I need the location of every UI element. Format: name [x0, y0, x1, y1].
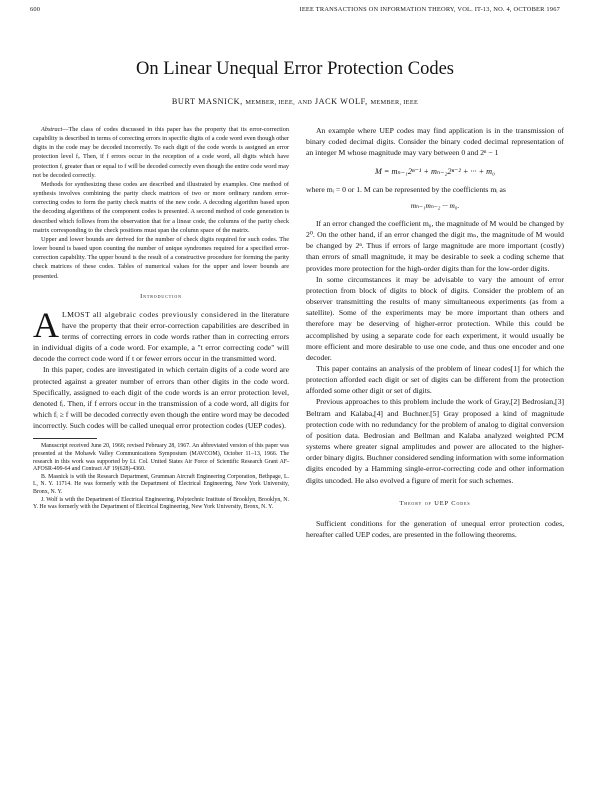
right-paragraph-3: If an error changed the coefficient m₀, the magnitude of M would be changed by 2⁰. On the other hand, if an error changed the digit mₙ, the magnitude of M would be changed by 2ⁿ. Thus if errors of large magnitude are more important (costly) than errors of small magnitude, it may be desirable to seek a coding scheme that provides more protection for the high-order digits than for the low-order digits.: [306, 218, 564, 273]
author-line: [0, 97, 590, 106]
equation-2: mₙ₋₁mₙ₋₂ ··· m₀.: [410, 200, 460, 210]
right-paragraph-5: This paper contains an analysis of the problem of linear codes[1] for which the protection afforded each digit or set of digits can be different from the protection afforded some other digit or set of digits.: [306, 363, 564, 396]
introduction-body: [33, 304, 290, 432]
running-header: [30, 6, 560, 18]
paper-title: On Linear Unequal Error Protection Codes: [135, 59, 454, 79]
intro-paragraph-2: In this paper, codes are investigated in which certain digits of a code word are protected against a greater number of errors than other digits in the code word. Specifically, assigned to each digit of the code words is an error protection level, denoted fᵢ. Then, if f errors occur in the transmission of a code word, all digits for which fᵢ ≥ f will be decoded correctly even though the entire word may be decoded incorrectly. Such codes will be called unequal error protection codes (UEP codes).: [33, 365, 289, 431]
running-title: IEEE TRANSACTIONS ON INFORMATION THEORY, VOL. IT-13, NO. 4, OCTOBER 1967: [299, 6, 560, 13]
section-heading-introduction: Introduction: [140, 292, 182, 300]
drop-cap: A: [33, 304, 59, 345]
right-column-body: [306, 125, 564, 540]
equation-1: M = mₙ₋₁2ⁿ⁻¹ + mₙ₋₂2ⁿ⁻² + ··· + m₀: [375, 167, 495, 177]
author-1-name: BURT MASNICK,: [171, 97, 243, 106]
right-column: [306, 125, 564, 540]
abstract-paragraph-2: Methods for synthesizing these codes are described and illustrated by examples. One method of synthesis involves combining the parity check matrices of two or more ordinary random error-correcting codes to form the parity check matrix of the new code. A decoding algorithm based upon the decoding algorithms of the component codes is presented. A second method of code generation is described which follows from the observation that for a linear code, the columns of the parity check matrix corresponding to the check positions must span the column space of the matrix.: [33, 180, 289, 234]
footnotes: [33, 443, 289, 511]
right-paragraph-1: An example where UEP codes may find application is in the transmission of binary coded decimal digits. Consider the binary coded decimal representation of an integer M whose magnitude may vary between 0 and 2ⁿ − 1: [306, 126, 564, 158]
author-1-role: MEMBER, IEEE,: [245, 99, 295, 106]
author-conjunction: AND: [297, 99, 313, 106]
abstract: [33, 125, 289, 281]
right-paragraph-6: Previous approaches to this problem include the work of Gray,[2] Bedrosian,[3] Beltram and Kalaba,[4] and Buchner.[5] Gray proposed a kind of magnitude protection code with no redundancy for the problem of analog to digital conversion of position data. Bedrosian and Bellman and Kalaba analyzed weighted PCM systems where greater signal amplitudes and power are allocated to the higher-order binary digits. Buchner considered sending information with some information digits encoded by a Hamming single-error-correcting code and other information digits uncoded. He also evolved a figure of merit for such schemes.: [306, 397, 564, 485]
intro-paragraph-1-rest: in the literature have the property that their error-correction capabilities are described in terms of correcting errors in code words rather than in correcting errors in individual digits of a code word. For example, a "t error correcting code" will decode the correct code word if t or fewer errors occur in the transmitted word.: [33, 309, 290, 364]
left-column: [33, 125, 289, 512]
abstract-paragraph-3: Upper and lower bounds are derived for the number of check digits required for such codes. The lower bound is based upon counting the number of unique syndromes required for a specified error-correction capability. The upper bound is the result of a constructive procedure for forming the parity check matrices of these codes. Tables of numerical values for the upper and lower bounds are presented.: [33, 235, 289, 280]
right-paragraph-7: Sufficient conditions for the generation of unequal error protection codes, hereafter called UEP codes, are presented in the following theorems.: [306, 518, 564, 539]
author-2-role: MEMBER, IEEE: [370, 99, 419, 106]
footnote-author-1: B. Masnick is with the Research Department, Grumman Aircraft Engineering Corporation, Bethpage, L. I., N. Y. 11714. He was formerly with the Department of Electrical Engineering, New York University, Bronx, N. Y.: [33, 473, 289, 495]
footnote-rule: [33, 438, 97, 439]
intro-paragraph-1: [33, 304, 290, 365]
abstract-label: Abstract: [41, 126, 63, 133]
section-heading-theory: Theory of UEP Codes: [399, 499, 471, 507]
intro-lead-text: LMOST all algebraic codes previously considered: [62, 309, 239, 319]
footnote-author-2: J. Wolf is with the Department of Electrical Engineering, Polytechnic Institute of Brooklyn, Brooklyn, N. Y. He was formerly with the Department of Electrical Engineering, New York University, Bronx, N. Y.: [33, 496, 289, 511]
abstract-paragraph-1: Abstract—The class of codes discussed in this paper has the property that its error-correction capability is described in terms of correcting errors in specific digits of a code word even though other digits in the code may be decoded incorrectly. To each digit of the code words is assigned an error protection level fᵢ. Then, if f errors occur in the reception of a code word, all digits which have protection fᵢ greater than or equal to f will be decoded correctly even though the entire code word may not be decoded correctly.: [33, 126, 289, 179]
footnote-manuscript: Manuscript received June 20, 1966; revised February 28, 1967. An abbreviated version of this paper was presented at the Mohawk Valley Communications Symposium (MAVCOM), October 11–13, 1966. The research in this work was supported by Lt. Col. United States Air Force of Scientific Research Grant AF-AFOSR-499-64 and Contract AF 19(628)-4360.: [33, 443, 289, 473]
right-paragraph-2: where mᵢ = 0 or 1. M can be represented by the coefficients mᵢ as: [306, 184, 506, 194]
right-paragraph-4: In some circumstances it may be advisable to vary the amount of error protection from block of digits to block of digits. Consider the problem of an observer transmitting the results of many simultaneous experiments (as from a satellite). Some of the experiments may be more important than others and therefore may be deserving of higher-error protection. While this could be accomplished by using a separate code for each experiment, it would usually be more efficient and more desirable to use one code, and thus one encoder and one decoder.: [306, 274, 564, 362]
page-number: 600: [30, 6, 41, 13]
author-2-name: JACK WOLF,: [314, 97, 368, 106]
